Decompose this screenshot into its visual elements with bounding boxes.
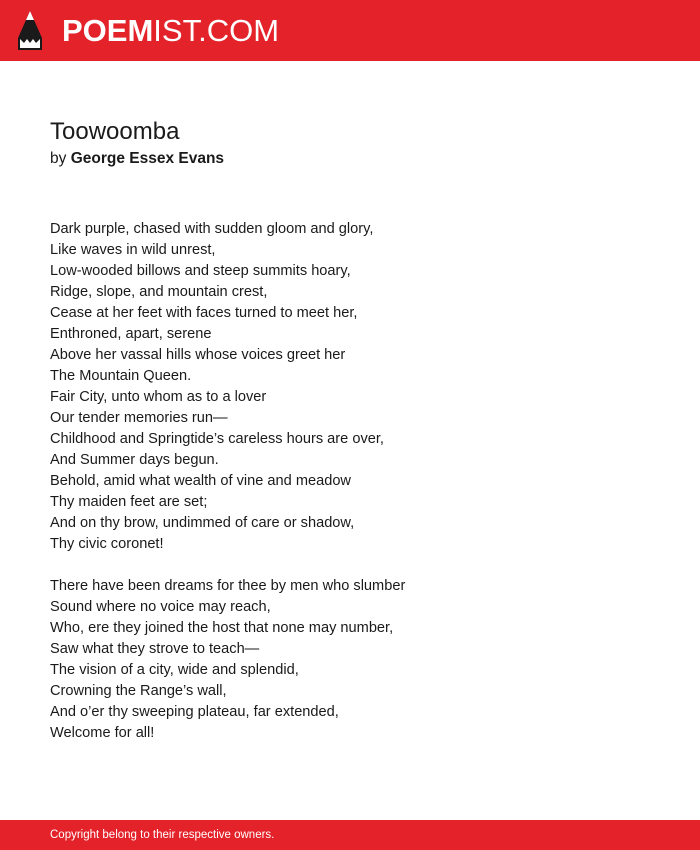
- poem-line: Dark purple, chased with sudden gloom and glory,: [50, 221, 374, 237]
- poem-line: Thy civic coronet!: [50, 536, 164, 552]
- poem-line: Cease at her feet with faces turned to meet her,: [50, 305, 358, 321]
- site-footer: [0, 820, 700, 850]
- poem-line: Like waves in wild unrest,: [50, 242, 216, 258]
- poem-line: Childhood and Springtide’s careless hours are over,: [50, 431, 384, 447]
- pencil-tip-icon[interactable]: [17, 10, 43, 51]
- poem-line: Who, ere they joined the host that none may number,: [50, 620, 394, 636]
- poem-line: The vision of a city, wide and splendid,: [50, 662, 299, 678]
- poem-body: [50, 219, 670, 765]
- poem-line: Welcome for all!: [50, 725, 155, 741]
- poem-line: Thy maiden feet are set;: [50, 494, 208, 510]
- poem-line: The Mountain Queen.: [50, 368, 192, 384]
- copyright-notice: Copyright belong to their respective owners.: [50, 829, 275, 841]
- poem-line: Enthroned, apart, serene: [50, 326, 212, 342]
- poem-author: George Essex Evans: [70, 150, 225, 167]
- poem-line: And Summer days begun.: [50, 452, 219, 468]
- poem-line: Fair City, unto whom as to a lover: [50, 389, 267, 405]
- poem-title: Toowoomba: [50, 118, 180, 145]
- poem-byline: [50, 149, 224, 169]
- byline-prefix: by: [50, 150, 67, 167]
- poem-line: There have been dreams for thee by men who slumber: [50, 578, 406, 594]
- site-header: [0, 0, 700, 61]
- poem-line: Our tender memories run—: [50, 410, 228, 426]
- poem-line: Low-wooded billows and steep summits hoary,: [50, 263, 351, 279]
- logo-light-text: IST.COM: [153, 13, 280, 48]
- poem-line: Ridge, slope, and mountain crest,: [50, 284, 268, 300]
- poem-line: Crowning the Range’s wall,: [50, 683, 227, 699]
- logo-bold-text: POEM: [62, 13, 154, 48]
- poem-line: Saw what they strove to teach—: [50, 641, 260, 657]
- stanza: [50, 219, 670, 555]
- site-logo[interactable]: [62, 12, 279, 50]
- stanza: [50, 576, 670, 744]
- poem-line: Sound where no voice may reach,: [50, 599, 271, 615]
- poem-line: Behold, amid what wealth of vine and meadow: [50, 473, 351, 489]
- poem-line: And on thy brow, undimmed of care or shadow,: [50, 515, 355, 531]
- poem-line: And o’er thy sweeping plateau, far extended,: [50, 704, 339, 720]
- poem-line: Above her vassal hills whose voices greet her: [50, 347, 346, 363]
